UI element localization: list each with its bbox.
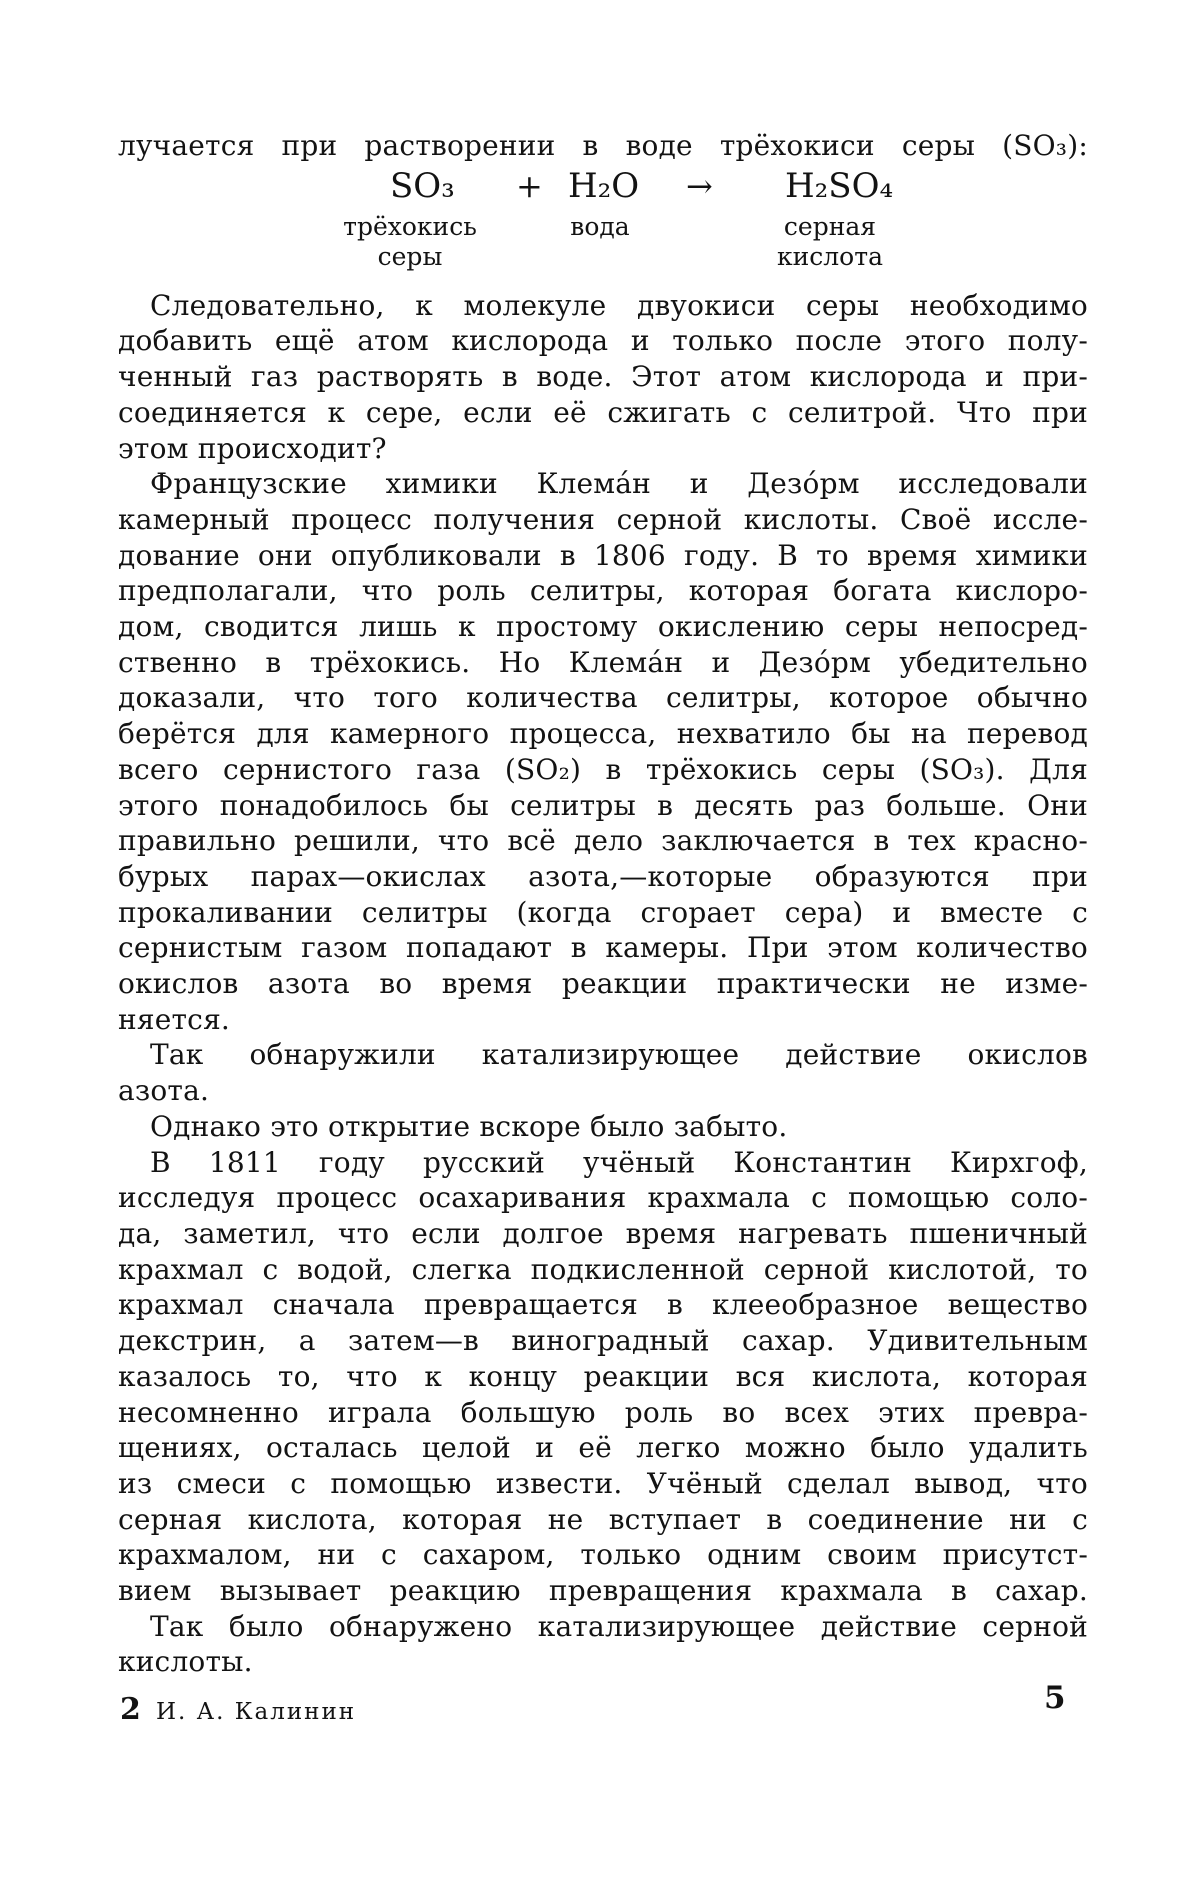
label-h2so4-line2: кислота: [777, 241, 883, 271]
text-line: берётся для камерного процесса, нехватило бы на перевод: [118, 717, 1088, 751]
text-line: ченный газ растворять в воде. Этот атом кислорода и при-: [118, 360, 1088, 394]
text-line: из смеси с помощью извести. Учёный сделал вывод, что: [118, 1466, 1088, 1500]
text-line: крахмал сначала превращается в клееобразное вещество: [118, 1288, 1088, 1322]
text-line: щениях, осталась целой и её легко можно было удалить: [118, 1431, 1088, 1465]
text-line: дование они опубликовали в 1806 году. В то время химики: [118, 538, 1088, 572]
text-line: всего сернистого газа (SO₂) в трёхокись серы (SO₃). Для: [118, 752, 1088, 786]
signature-number: 2: [120, 1692, 141, 1727]
chemical-equation: [118, 164, 1088, 288]
text-line: бурых парах—окислах азота,—которые образуются при: [118, 859, 1088, 893]
signature-author-name: И. А. Калинин: [155, 1699, 357, 1725]
label-so3-line2: серы: [377, 241, 443, 271]
text-line: Так обнаружили катализирующее действие окислов: [150, 1038, 1088, 1072]
label-h2o: вода: [570, 211, 630, 241]
text-line: серная кислота, которая не вступает в соединение ни с: [118, 1502, 1088, 1536]
continuation-line: лучается при растворении в воде трёхокиси серы (SO₃):: [118, 129, 1088, 162]
text-line: несомненно играла большую роль во всех этих превра-: [118, 1395, 1088, 1429]
formula-h2so4: H₂SO₄: [785, 165, 894, 206]
text-line: крахмалом, ни с сахаром, только одним своим присутст-: [118, 1538, 1088, 1572]
text-line: сернистым газом попадают в камеры. При этом количество: [118, 931, 1088, 965]
text-line: Следовательно, к молекуле двуокиси серы необходимо: [150, 288, 1088, 322]
text-line: кислоты.: [118, 1645, 253, 1679]
text-line: крахмал с водой, слегка подкисленной серной кислотой, то: [118, 1252, 1088, 1286]
text-line: доказали, что того количества селитры, которое обычно: [118, 681, 1088, 715]
page-number: 5: [1044, 1680, 1066, 1716]
formula-h2o: H₂O: [568, 165, 640, 206]
label-h2so4-line1: серная: [783, 211, 877, 241]
text-line: этом происходит?: [118, 431, 387, 465]
text-line: дом, сводится лишь к простому окислению серы непосред-: [118, 610, 1088, 644]
text-line: вием вызывает реакцию превращения крахмала в сахар.: [118, 1574, 1088, 1608]
text-line: предполагали, что роль селитры, которая богата кислоро-: [118, 574, 1088, 608]
text-line: камерный процесс получения серной кислоты. Своё иссле-: [118, 502, 1088, 536]
text-line: окислов азота во время реакции практически не изме-: [118, 967, 1088, 1001]
text-line: добавить ещё атом кислорода и только после этого полу-: [118, 324, 1088, 358]
text-line: ственно в трёхокись. Но Клема́н и Дезо́рм убедительно: [118, 645, 1088, 679]
text-line: Французские химики Клема́н и Дезо́рм исследовали: [150, 467, 1088, 501]
text-line: казалось то, что к концу реакции вся кислота, которая: [118, 1359, 1088, 1393]
text-line: прокаливании селитры (когда сгорает сера) и вместе с: [118, 895, 1088, 929]
plus-sign-icon: +: [516, 166, 543, 205]
text-line: правильно решили, что всё дело заключается в тех красно-: [118, 824, 1088, 858]
label-so3-line1: трёхокись: [343, 211, 477, 241]
footer-signature: [120, 1692, 356, 1727]
text-line: декстрин, а затем—в виноградный сахар. Удивительным: [118, 1324, 1088, 1358]
text-line: да, заметил, что если долгое время нагревать пшеничный: [118, 1216, 1088, 1250]
text-line: В 1811 году русский учёный Константин Кирхгоф,: [150, 1145, 1088, 1179]
text-line: азота.: [118, 1074, 210, 1108]
formula-so3: SO₃: [390, 165, 455, 206]
reaction-arrow-icon: →: [686, 166, 713, 205]
text-line: Однако это открытие вскоре было забыто.: [150, 1109, 788, 1143]
text-line: Так было обнаружено катализирующее действие серной: [150, 1609, 1088, 1643]
text-line: соединяется к сере, если её сжигать с селитрой. Что при: [118, 395, 1088, 429]
text-line: исследуя процесс осахаривания крахмала с помощью соло-: [118, 1181, 1088, 1215]
text-block: [118, 128, 1088, 1680]
text-line: няется.: [118, 1002, 231, 1036]
paragraphs: [118, 288, 1088, 1680]
text-line: этого понадобилось бы селитры в десять раз больше. Они: [118, 788, 1088, 822]
